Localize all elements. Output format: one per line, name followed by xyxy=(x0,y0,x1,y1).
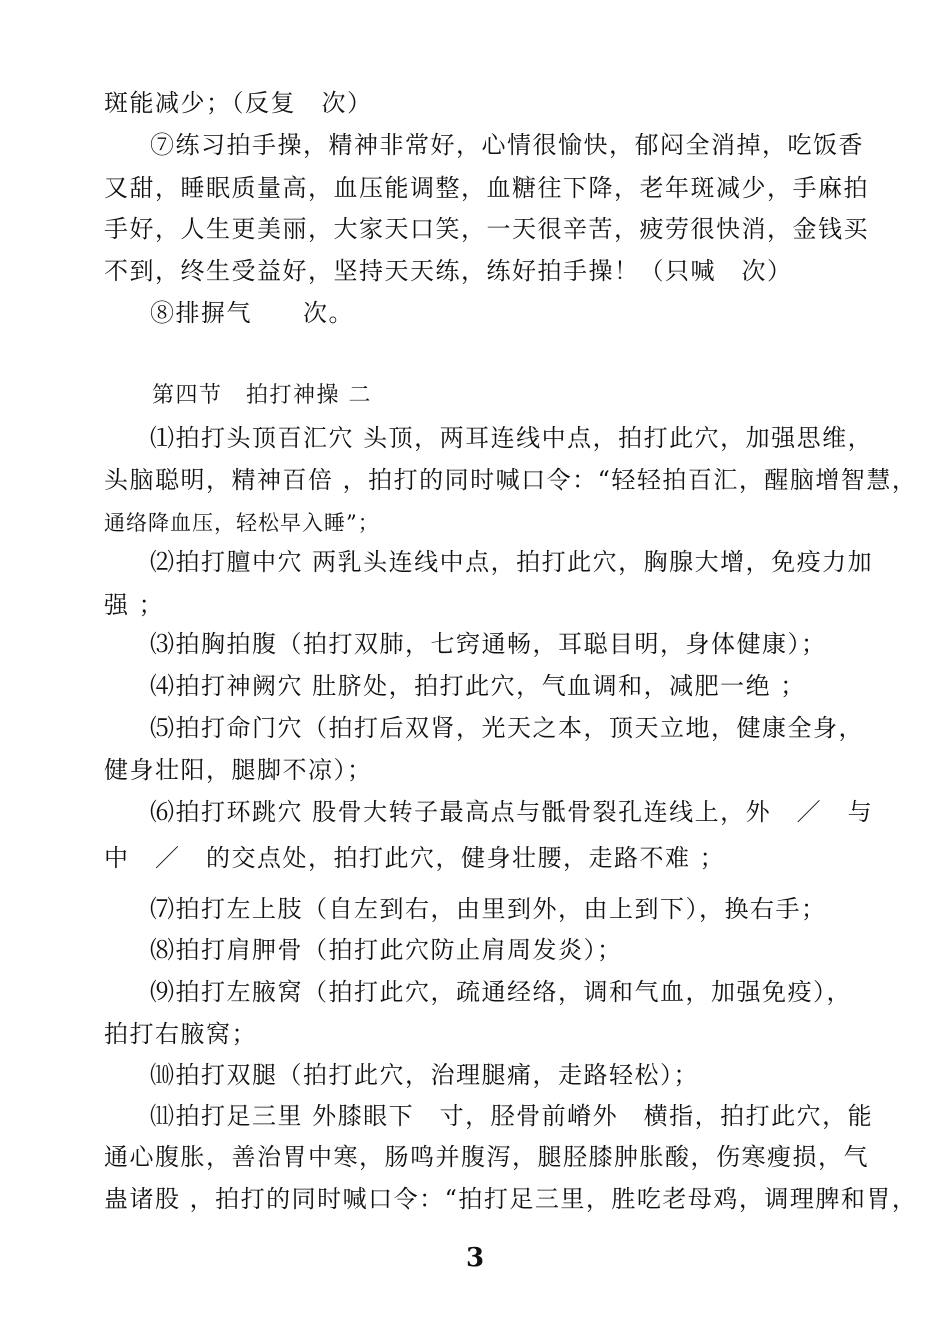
text-line-20: ⑻拍打肩胛骨（拍打此穴防止肩周发炎）； xyxy=(150,936,623,964)
text-line-24: ⑾拍打足三里 外膝眼下 寸，胫骨前嵴外 横指，拍打此穴，能 xyxy=(150,1102,874,1130)
text-line-19: ⑺拍打左上肢（自左到右，由里到外，由上到下），换右手； xyxy=(150,895,827,923)
text-line-25: 通心腹胀，善治胃中寒，肠鸣并腹泻，腿胫膝肿胀酸，伤寒瘦损，气 xyxy=(104,1143,869,1171)
text-line-10: 通络降血压，轻松早入睡”； xyxy=(104,511,380,535)
text-line-6: ⑧排摒气 次。 xyxy=(150,299,354,327)
text-line-17: ⑹拍打环跳穴 股骨大转子最高点与骶骨裂孔连线上，外 ／ 与 xyxy=(150,798,874,826)
text-line-8: ⑴拍打头顶百汇穴 头顶，两耳连线中点，拍打此穴，加强思维， xyxy=(150,424,874,452)
text-line-23: ⑽拍打双腿（拍打此穴，治理腿痛，走路轻松）； xyxy=(150,1061,699,1089)
section-heading: 第四节 拍打神操 二 xyxy=(152,383,372,408)
text-line-9: 头脑聪明，精神百倍 ，拍打的同时喊口令：“轻轻拍百汇，醒脑增智慧， xyxy=(104,466,918,494)
text-line-18: 中 ／ 的交点处，拍打此穴，健身壮腰，走路不难 ； xyxy=(104,844,726,872)
text-line-16: 健身壮阳，腿脚不凉）； xyxy=(104,756,373,784)
text-line-5: 不到，终生受益好，坚持天天练，练好拍手操！（只喊 次） xyxy=(104,257,793,285)
text-line-13: ⑶拍胸拍腹（拍打双肺，七窍通畅，耳聪目明，身体健康）； xyxy=(150,630,827,658)
text-line-21: ⑼拍打左腋窝（拍打此穴，疏通经络，调和气血，加强免疫）， xyxy=(150,978,852,1006)
text-line-11: ⑵拍打膻中穴 两乳头连线中点，拍打此穴，胸腺大增，免疫力加 xyxy=(150,548,874,576)
text-line-15: ⑸拍打命门穴（拍打后双肾，光天之本，顶天立地，健康全身， xyxy=(150,714,864,742)
text-line-4: 手好，人生更美丽，大家天口笑，一天很辛苦，疲劳很快消，金钱买 xyxy=(104,215,869,243)
text-line-2: ⑦练习拍手操，精神非常好，心情很愉快，郁闷全消掉，吃饭香 xyxy=(150,131,864,159)
text-line-14: ⑷拍打神阙穴 肚脐处，拍打此穴，气血调和，减肥一绝 ； xyxy=(150,672,806,700)
text-line-26: 蛊诸股 ，拍打的同时喊口令：“拍打足三里，胜吃老母鸡，调理脾和胃， xyxy=(104,1185,918,1213)
text-line-3: 又甜，睡眠质量高，血压能调整，血糖往下降，老年斑减少，手麻拍 xyxy=(104,174,869,202)
text-line-1: 斑能减少；（反复 次） xyxy=(104,89,373,117)
text-line-22: 拍打右腋窝； xyxy=(104,1020,257,1048)
page-number: 3 xyxy=(465,1243,485,1273)
text-line-12: 强 ； xyxy=(104,591,165,619)
